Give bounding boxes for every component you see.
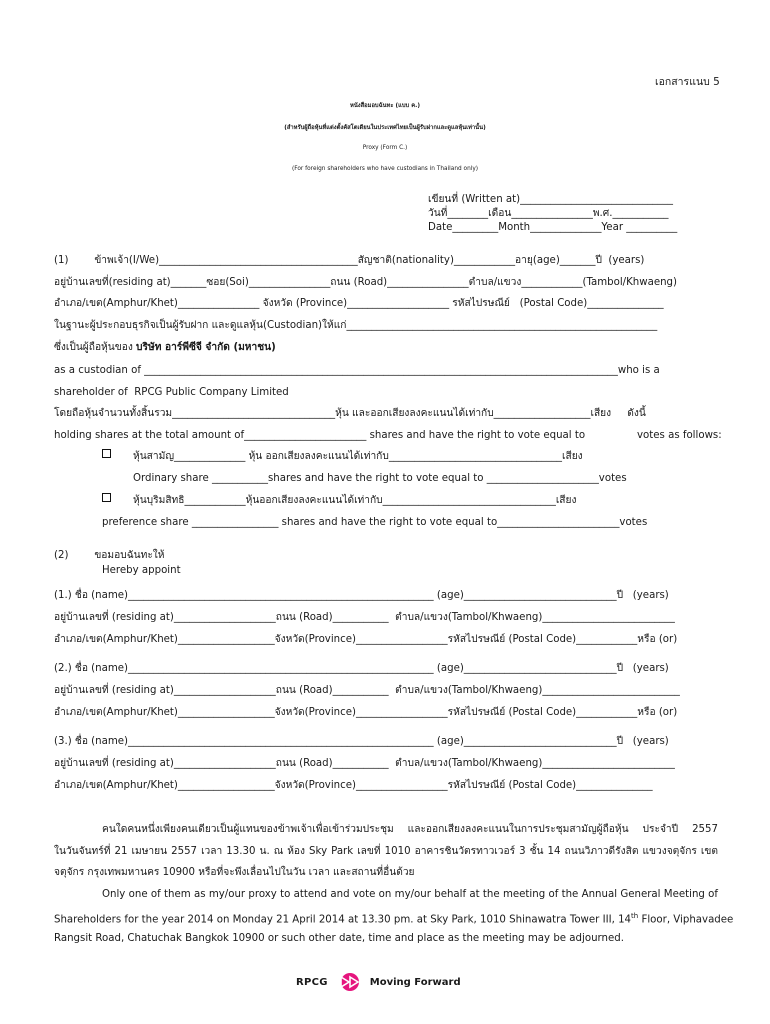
- meeting-paragraph-thai-1: คนใดคนหนึ่งเพียงคนเดียวเป็นผู้แทนของข้าพเจ้าเพื่อเข้าร่วมประชุม และออกเสียงลงคะแนนในการประชุมสามัญผู้ถือหุ้น ประจำปี 2557: [102, 824, 718, 835]
- ordinary-share-english-line[interactable]: Ordinary share ___________shares and have the right to vote equal to ______________________votes: [133, 473, 627, 484]
- ordinary-share-thai-line[interactable]: หุ้นสามัญ______________ หุ้น ออกเสียงลงคะแนนได้เท่ากับ__________________________________เสียง: [133, 451, 583, 462]
- total-shares-thai-line[interactable]: โดยถือหุ้นจำนวนทั้งสิ้นรวม________________________________หุ้น และออกเสียงลงคะแนนได้เท่ากับ___________________เสียง ดังนี้: [54, 408, 646, 419]
- votes-as-follows: votes as follows:: [637, 430, 722, 441]
- proxy2-address-line[interactable]: อยู่บ้านเลขที่ (residing at)____________________ถนน (Road)___________ ตำบล/แขวง(Tambol/Khwaeng)___________________________: [54, 685, 680, 696]
- shareholder-of-english: shareholder of RPCG Public Company Limited: [54, 387, 289, 398]
- footer-branding: [296, 973, 461, 991]
- custodian-of-line[interactable]: as a custodian of _____________________________________________________________________________________________who is a: [54, 365, 660, 376]
- meeting-paragraph-english-2: [54, 910, 733, 926]
- subtitle-english: (For foreign shareholders who have custodians in Thailand only): [291, 166, 479, 172]
- appoint-thai: (2) ขอมอบฉันทะให้: [54, 550, 165, 561]
- custodian-line[interactable]: ในฐานะผู้ประกอบธุรกิจเป็นผู้รับฝาก และดูแลหุ้น(Custodian)ให้แก่_____________________________________________________________: [54, 320, 658, 331]
- written-at-field[interactable]: เขียนที่ (Written at)______________________________: [428, 194, 673, 205]
- title-thai: หนังสือมอบฉันทะ (แบบ ค.): [350, 103, 420, 109]
- subtitle-thai: (สำหรับผู้ถือหุ้นที่แต่งตั้งคัสโตเดียนในประเทศไทยเป็นผู้รับฝากและดูแลหุ้นเท่านั้น): [284, 125, 486, 131]
- date-thai-field[interactable]: วันที่________เดือน________________พ.ศ.___________: [428, 208, 669, 219]
- proxy1-province-line[interactable]: อำเภอ/เขต(Amphur/Khet)___________________จังหวัด(Province)__________________รหัสไปรษณีย์ (Postal Code)____________หรือ (or): [54, 634, 678, 645]
- rpcg-logo-icon: [333, 973, 367, 991]
- title-english: Proxy (Form C.): [362, 145, 408, 151]
- footer-brand: RPCG: [296, 976, 328, 988]
- shareholder-province-line[interactable]: อำเภอ/เขต(Amphur/Khet)________________ จังหวัด (Province)____________________ รหัสไปรษณีย์ (Postal Code)_______________: [54, 298, 664, 309]
- proxy2-name-line[interactable]: (2.) ชื่อ (name)____________________________________________________________ (age)______________________________ปี (years): [54, 663, 669, 674]
- proxy3-address-line[interactable]: อยู่บ้านเลขที่ (residing at)____________________ถนน (Road)___________ ตำบล/แขวง(Tambol/Khwaeng)__________________________: [54, 758, 675, 769]
- proxy3-name-line[interactable]: (3.) ชื่อ (name)____________________________________________________________ (age)______________________________ปี (years): [54, 736, 669, 747]
- meeting-paragraph-thai-2: ในวันจันทร์ที่ 21 เมษายน 2557 เวลา 13.30 น. ณ ห้อง Sky Park เลขที่ 1010 อาคารชินวัตรทาวเวอร์ 3 ชั้น 14 ถนนวิภาวดีรังสิต แขวงจตุจักร เขต: [54, 846, 718, 857]
- proxy3-province-line[interactable]: อำเภอ/เขต(Amphur/Khet)___________________จังหวัด(Province)__________________รหัสไปรษณีย์ (Postal Code)_______________: [54, 780, 653, 791]
- proxy2-province-line[interactable]: อำเภอ/เขต(Amphur/Khet)___________________จังหวัด(Province)__________________รหัสไปรษณีย์ (Postal Code)____________หรือ (or): [54, 707, 678, 718]
- total-shares-english-line[interactable]: holding shares at the total amount of________________________ shares and have the right to vote equal to: [54, 430, 586, 441]
- shareholder-of-prefix: ซึ่งเป็นผู้ถือหุ้นของ: [54, 342, 137, 353]
- superscript-th: th: [631, 912, 639, 920]
- meeting-paragraph-english-1: Only one of them as my/our proxy to attend and vote on my/our behalf at the meeting of the Annual General Meeting of: [102, 889, 718, 900]
- ordinary-share-checkbox[interactable]: [102, 449, 111, 458]
- proxy1-name-line[interactable]: (1.) ชื่อ (name)____________________________________________________________ (age)______________________________ปี (years): [54, 590, 669, 601]
- footer-slogan: Moving Forward: [369, 976, 461, 988]
- shareholder-name-line[interactable]: (1) ข้าพเจ้า(I/We)_______________________________________สัญชาติ(nationality)____________อายุ(age)_______ปี (years): [54, 255, 645, 266]
- meeting-paragraph-thai-3: จตุจักร กรุงเทพมหานคร 10900 หรือที่จะพึงเลื่อนไปในวัน เวลา และสถานที่อื่นด้วย: [54, 867, 415, 878]
- attachment-label: เอกสารแนบ 5: [655, 76, 720, 88]
- shareholder-of-thai: [54, 341, 276, 354]
- date-english-field[interactable]: Date_________Month______________Year __________: [428, 222, 678, 233]
- meeting-paragraph-english-2a: Shareholders for the year 2014 on Monday 21 April 2014 at 13.30 pm. at Sky Park, 1010 Shinawatra Tower III, 14: [54, 914, 632, 926]
- preference-share-checkbox[interactable]: [102, 493, 111, 502]
- meeting-paragraph-english-3: Rangsit Road, Chatuchak Bangkok 10900 or such other date, time and place as the meeting may be adjourned.: [54, 933, 624, 944]
- company-name-thai: บริษัท อาร์พีซีจี จำกัด (มหาชน): [136, 342, 276, 353]
- proxy1-address-line[interactable]: อยู่บ้านเลขที่ (residing at)____________________ถนน (Road)___________ ตำบล/แขวง(Tambol/Khwaeng)__________________________: [54, 612, 675, 623]
- shareholder-address-line[interactable]: อยู่บ้านเลขที่(residing at)_______ซอย(Soi)________________ถนน (Road)________________ตำบล/แขวง____________(Tambol/Khwaeng): [54, 277, 677, 288]
- preference-share-english-line[interactable]: preference share _________________ shares and have the right to vote equal to________________________votes: [102, 517, 648, 528]
- appoint-english: Hereby appoint: [102, 565, 181, 576]
- preference-share-thai-line[interactable]: หุ้นบุริมสิทธิ____________หุ้นออกเสียงลงคะแนนได้เท่ากับ__________________________________เสียง: [133, 495, 577, 506]
- meeting-paragraph-english-2b: Floor, Viphavadee: [638, 914, 734, 926]
